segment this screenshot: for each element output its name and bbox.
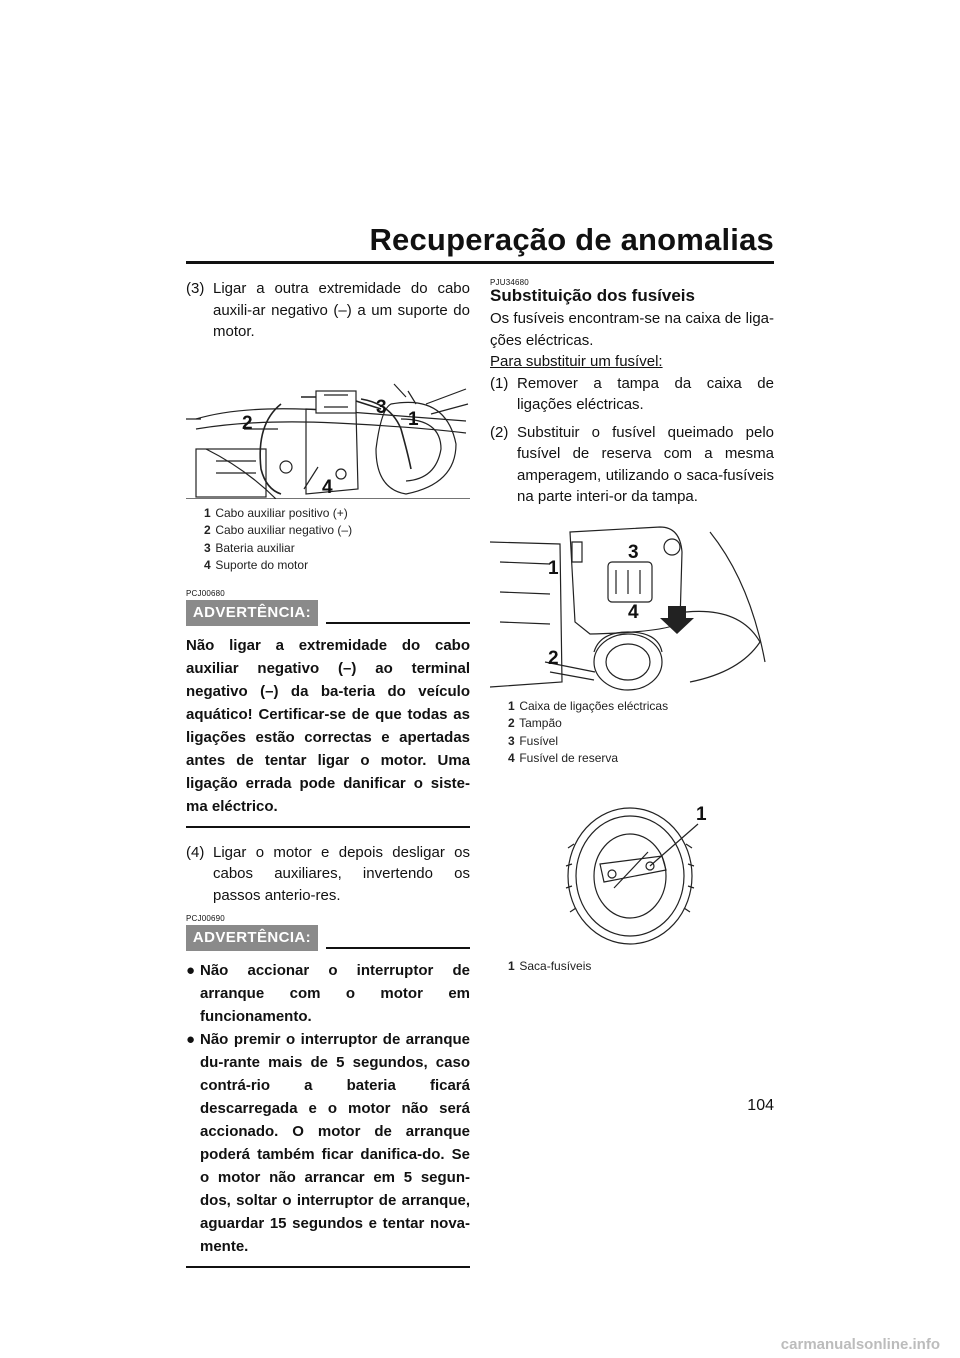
warning-header: [186, 925, 470, 953]
warning-badge: ADVERTÊNCIA:: [186, 600, 318, 626]
figure1-callout: 1: [408, 408, 419, 430]
legend-item: 3 Bateria auxiliar: [204, 540, 295, 555]
step-number: (2): [490, 423, 509, 441]
figure-fuse-box: [490, 522, 774, 692]
warning-rule: [326, 947, 470, 949]
figure2-callout: 4: [628, 601, 639, 623]
warning-header: [186, 600, 470, 628]
warning-end-rule: [186, 1266, 470, 1268]
figure-jump-cables: [186, 349, 470, 499]
step-number: (1): [490, 374, 509, 392]
legend-item: 4 Suporte do motor: [204, 558, 309, 572]
legend-item: 2 Tampão: [508, 716, 562, 730]
figure-fuse-puller: [490, 804, 774, 954]
figure1-callout: 3: [376, 396, 387, 418]
warning-code: PCJ00690: [186, 914, 225, 923]
left-column: [186, 278, 470, 1268]
step-2: [490, 422, 774, 508]
step-1: [490, 373, 774, 416]
warning-bullet: ● Não accionar o interruptor de arranque com o motor em funcionamento.: [186, 959, 470, 1028]
step-text: Ligar a outra extremidade do cabo auxili-ar negativo (–) a um suporte do motor.: [213, 280, 470, 340]
step-3: [186, 278, 470, 343]
bullet-icon: ●: [186, 962, 196, 979]
page-title: Recuperação de anomalias: [369, 222, 774, 257]
page-number: 104: [747, 1097, 774, 1114]
step-number: (3): [186, 280, 205, 297]
right-column: [490, 278, 774, 975]
figure2-legend: [508, 698, 774, 768]
legend-item: 1 Cabo auxiliar positivo (+): [204, 505, 348, 520]
bullet-icon: ●: [186, 1031, 196, 1048]
figure1-legend: [204, 505, 470, 575]
legend-item: 2 Cabo auxiliar negativo (–): [204, 523, 353, 537]
step-text: Remover a tampa da caixa de ligações eléctricas.: [517, 374, 774, 413]
procedure-subheading: Para substituir um fusível:: [490, 353, 663, 370]
step-text: Substituir o fusível queimado pelo fusível de reserva com a mesma amperagem, utilizando o saca-fusíveis na parte interi-or da tampa.: [517, 423, 774, 505]
warning-rule: [326, 622, 470, 624]
section-code: PJU34680: [490, 278, 529, 287]
step-4: [186, 842, 470, 907]
legend-item: 1 Caixa de ligações eléctricas: [508, 698, 669, 713]
title-rule: [186, 261, 774, 264]
figure3-callout: 1: [696, 803, 707, 825]
fuse-puller-illustration: [490, 804, 774, 954]
figure2-callout: 2: [548, 647, 559, 669]
figure2-callout: 1: [548, 557, 559, 579]
intro-text: Os fusíveis encontram-se na caixa de liga-ções eléctricas.: [490, 310, 774, 349]
legend-item: 4 Fusível de reserva: [508, 751, 619, 765]
legend-item: 3 Fusível: [508, 733, 559, 748]
watermark: carmanualsonline.info: [780, 1336, 940, 1353]
step-text: Ligar o motor e depois desligar os cabos auxiliares, invertendo os passos anterio-res.: [213, 843, 470, 904]
warning-code: PCJ00680: [186, 588, 225, 598]
figure1-callout: 2: [242, 412, 253, 434]
figure1-callout: 4: [322, 476, 333, 498]
step-number: (4): [186, 843, 205, 861]
figure3-legend: [508, 958, 774, 976]
warning-text: Não ligar a extremidade do cabo auxiliar negativo (–) ao terminal negativo (–) da ba-teria do veículo aquático! Certificar-se de que todas as ligações estão correctas e apertadas antes de tentar ligar o motor. Uma ligação errada pode danificar o siste-ma eléctrico.: [186, 636, 470, 815]
figure2-callout: 3: [628, 541, 639, 563]
warning-bullet: ● Não premir o interruptor de arranque du-rante mais de 5 segundos, caso contrá-rio a bateria ficará descarregada e o motor não será accionado. O motor de arranque poderá também ficar danifica-do. Se o motor não arrancar em 5 segun-dos, soltar o interruptor de arranque, aguardar 15 segundos e tentar nova-mente.: [186, 1028, 470, 1258]
section-heading: Substituição dos fusíveis: [490, 286, 695, 305]
warning-badge: ADVERTÊNCIA:: [186, 925, 318, 951]
legend-item: 1 Saca-fusíveis: [508, 958, 592, 973]
